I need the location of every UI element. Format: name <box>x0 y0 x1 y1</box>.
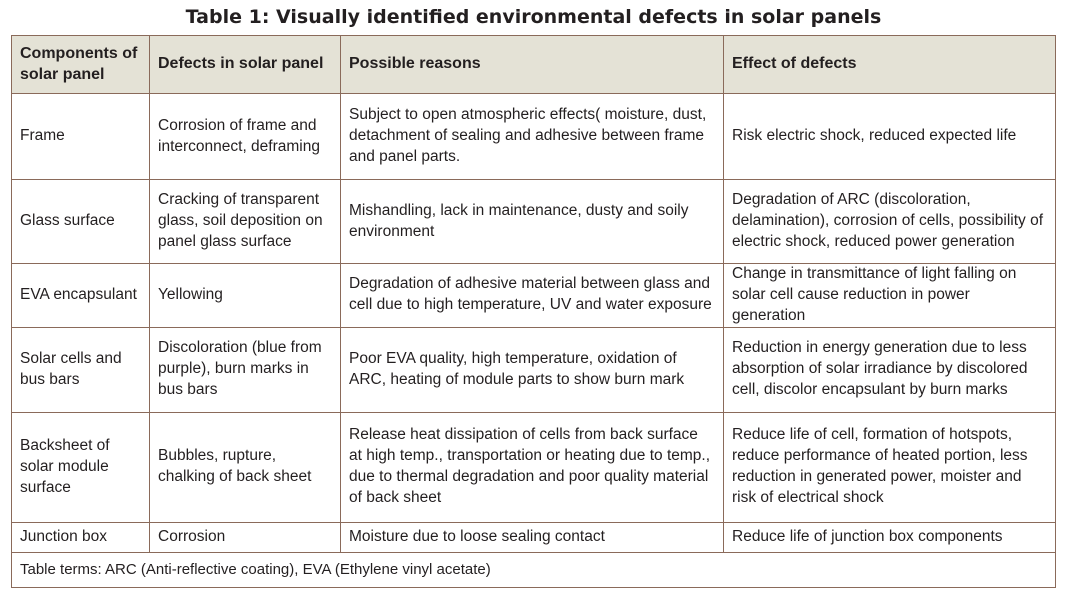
effects-cell: Change in transmittance of light falling on solar cell cause reduction in power generation <box>724 264 1056 328</box>
defects-cell: Discoloration (blue from purple), burn marks in bus bars <box>150 327 341 412</box>
component-cell: Solar cells and bus bars <box>12 327 150 412</box>
table-title: Table 1: Visually identified environmental defects in solar panels <box>185 6 882 28</box>
table-footer-row <box>12 552 1056 587</box>
effects-cell: Degradation of ARC (discoloration, delamination), corrosion of cells, possibility of electric shock, reduced power generation <box>724 180 1056 264</box>
effects-cell: Reduce life of junction box components <box>724 522 1056 552</box>
reasons-cell: Mishandling, lack in maintenance, dusty and soily environment <box>341 180 724 264</box>
reasons-cell: Poor EVA quality, high temperature, oxidation of ARC, heating of module parts to show burn mark <box>341 327 724 412</box>
defects-cell: Bubbles, rupture, chalking of back sheet <box>150 412 341 522</box>
reasons-cell: Degradation of adhesive material between glass and cell due to high temperature, UV and water exposure <box>341 264 724 328</box>
table-row <box>12 412 1056 522</box>
reasons-cell: Moisture due to loose sealing contact <box>341 522 724 552</box>
column-header-components: Components of solar panel <box>12 36 150 94</box>
effects-cell: Reduce life of cell, formation of hotspots, reduce performance of heated portion, less reduction in generated power, moister and risk of electrical shock <box>724 412 1056 522</box>
component-cell: Glass surface <box>12 180 150 264</box>
reasons-cell: Release heat dissipation of cells from back surface at high temp., transportation or heating due to temp., due to thermal degradation and poor quality material of back sheet <box>341 412 724 522</box>
defects-cell: Yellowing <box>150 264 341 328</box>
component-cell: Backsheet of solar module surface <box>12 412 150 522</box>
table-terms-note: Table terms: ARC (Anti-reflective coating), EVA (Ethylene vinyl acetate) <box>12 552 1056 587</box>
table-row <box>12 94 1056 180</box>
defects-cell: Corrosion <box>150 522 341 552</box>
table-row <box>12 522 1056 552</box>
column-header-defects: Defects in solar panel <box>150 36 341 94</box>
component-cell: Junction box <box>12 522 150 552</box>
effects-cell: Reduction in energy generation due to less absorption of solar irradiance by discolored cell, discolor encapsulant by burn marks <box>724 327 1056 412</box>
table-row <box>12 264 1056 328</box>
defects-table <box>11 35 1056 588</box>
table-row <box>12 180 1056 264</box>
table-header-row <box>12 36 1056 94</box>
effects-cell: Risk electric shock, reduced expected life <box>724 94 1056 180</box>
component-cell: Frame <box>12 94 150 180</box>
table-row <box>12 327 1056 412</box>
defects-cell: Corrosion of frame and interconnect, deframing <box>150 94 341 180</box>
reasons-cell: Subject to open atmospheric effects( moisture, dust, detachment of sealing and adhesive between frame and panel parts. <box>341 94 724 180</box>
defects-cell: Cracking of transparent glass, soil deposition on panel glass surface <box>150 180 341 264</box>
component-cell: EVA encapsulant <box>12 264 150 328</box>
column-header-reasons: Possible reasons <box>341 36 724 94</box>
column-header-effects: Effect of defects <box>724 36 1056 94</box>
